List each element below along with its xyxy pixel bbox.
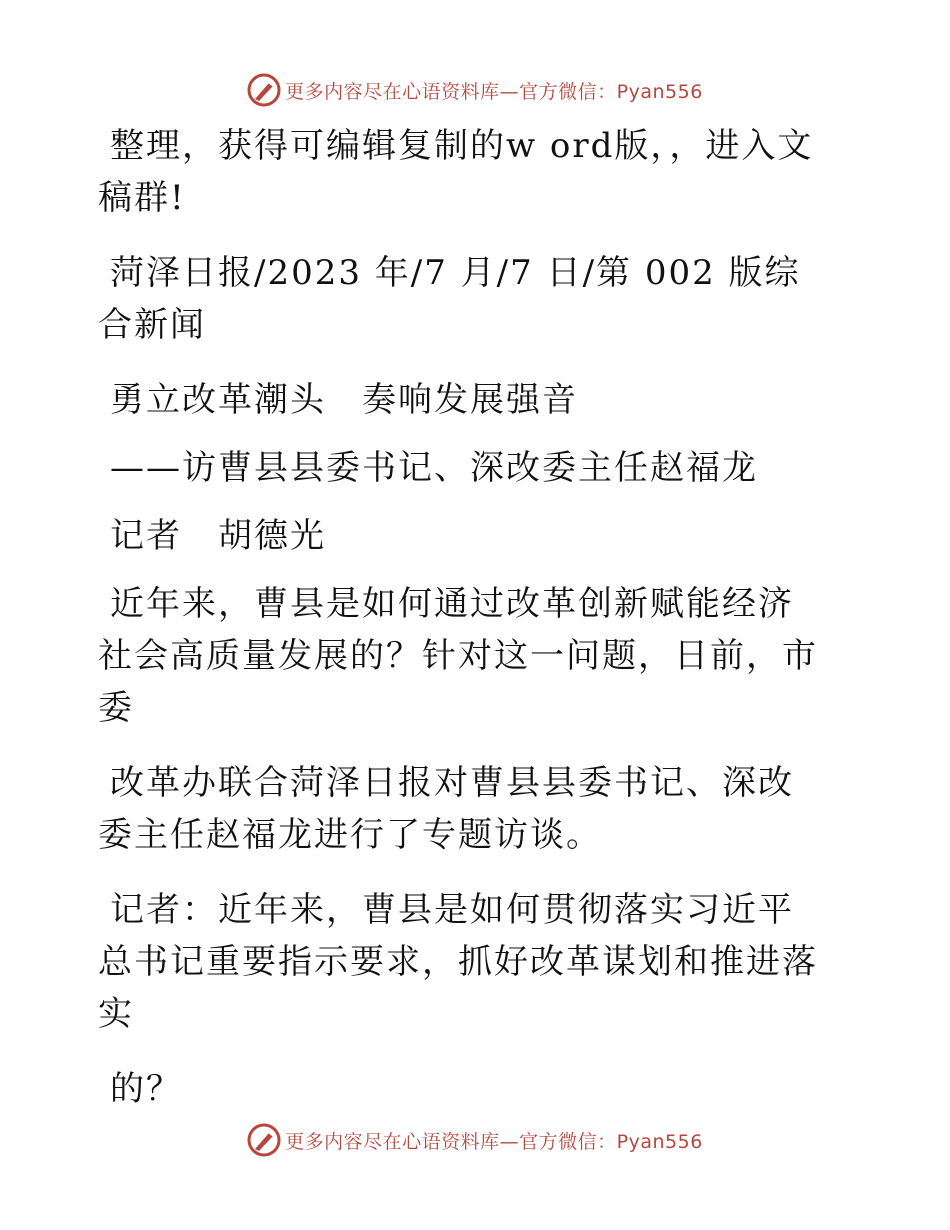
source-line: 菏泽日报/2023 年/7 月/7 日/第 002 版综合新闻 [98, 253, 801, 345]
pen-logo-icon [247, 1123, 281, 1157]
paragraph: 改革办联合菏泽日报对曹县县委书记、深改委主任赵福龙进行了专题访谈。 [98, 763, 794, 855]
paragraph: 近年来，曹县是如何通过改革创新赋能经济社会高质量发展的？针对这一问题，日前，市委 [98, 584, 818, 728]
header-banner [0, 70, 950, 110]
footer-banner [0, 1120, 950, 1160]
paragraph: 的？ [110, 1069, 182, 1109]
header-banner-text: 更多内容尽在心语资料库—官方微信：Pyan556 [285, 80, 703, 103]
intro-note: 整理，获得可编辑复制的w ord版，，进入文稿群! [98, 126, 814, 218]
paragraph: 记者：近年来，曹县是如何贯彻落实习近平总书记重要指示要求，抓好改革谋划和推进落实 [98, 890, 818, 1034]
footer-banner-text: 更多内容尽在心语资料库—官方微信：Pyan556 [285, 1130, 703, 1153]
pen-logo-icon [247, 73, 281, 107]
article-subtitle: ——访曹县县委书记、深改委主任赵福龙 [110, 448, 758, 488]
article-title: 勇立改革潮头 奏响发展强音 [110, 380, 578, 420]
byline: 记者 胡德光 [110, 516, 326, 556]
article-body [98, 120, 828, 1138]
